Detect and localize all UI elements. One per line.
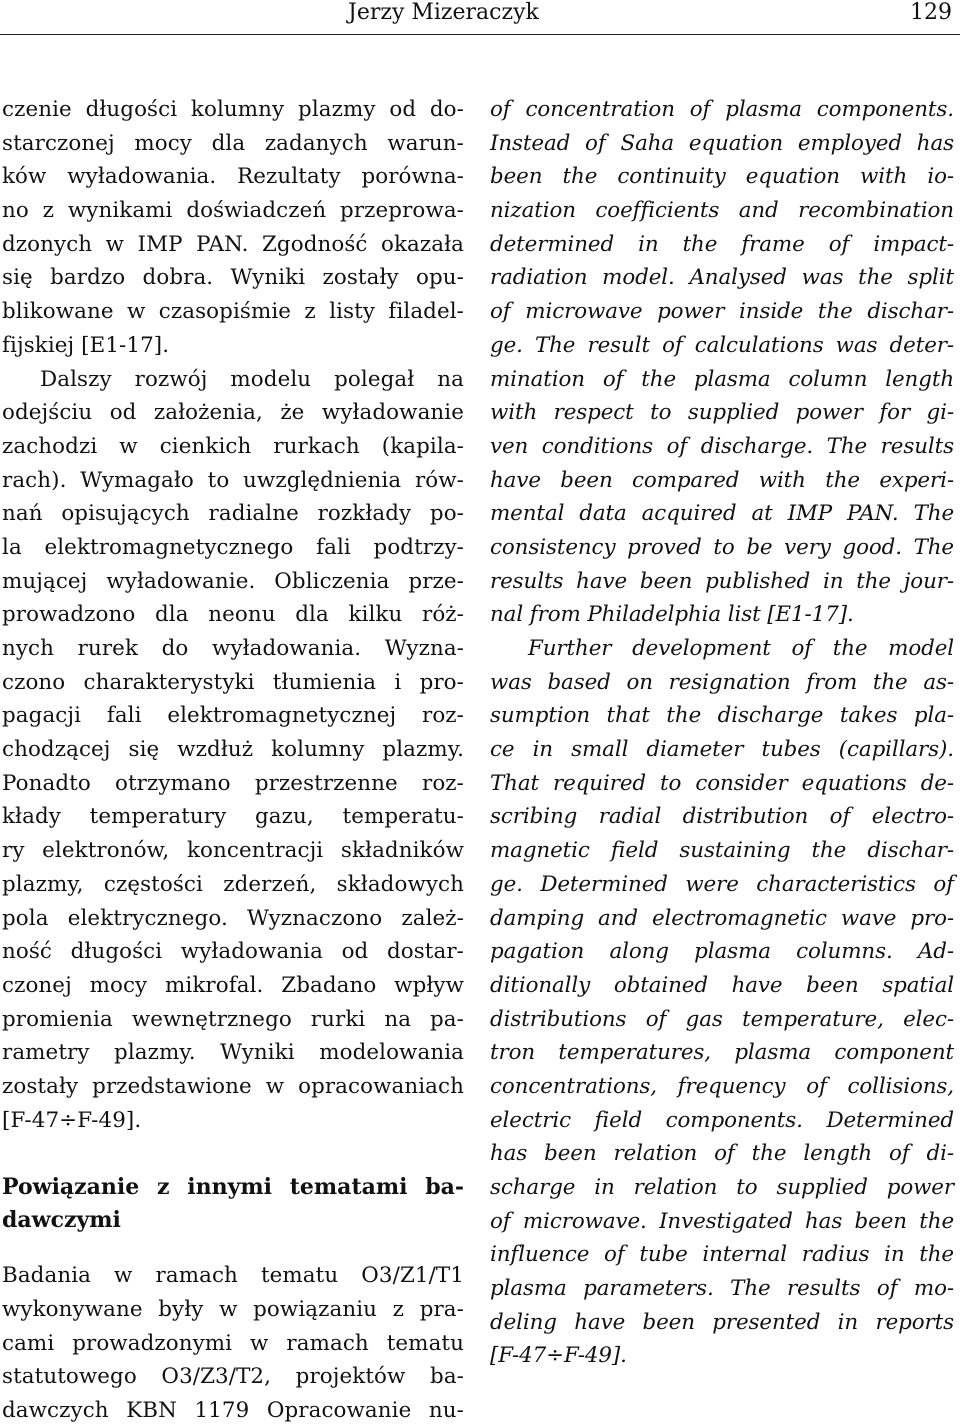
- right-paragraph-1: [490, 93, 954, 632]
- text-line: ność długości wyładowania od dostar-: [2, 939, 464, 965]
- text-line: czonej mocy mikrofal. Zbadano wpływ: [2, 972, 464, 998]
- text-line: prowadzono dla neonu dla kilku róż-: [2, 602, 464, 628]
- text-line: promienia wewnętrznego rurki na pa-: [2, 1006, 464, 1032]
- text-line: radiation model. Analysed was the split: [490, 265, 954, 291]
- text-line: ditionally obtained have been spatial: [490, 972, 954, 998]
- text-line: dawczych KBN 1179 Opracowanie nu-: [2, 1398, 464, 1424]
- left-paragraph-1: [2, 93, 464, 363]
- text-line: la elektromagnetycznego fali podtrzy-: [2, 534, 464, 560]
- left-column: [2, 93, 464, 1428]
- text-line: scribing radial distribution of electro-: [490, 804, 954, 830]
- text-line: rametry plazmy. Wyniki modelowania: [2, 1040, 464, 1066]
- text-line: ków wyładowania. Rezultaty porówna-: [2, 164, 464, 190]
- text-line: czono charakterystyki tłumienia i pro-: [2, 669, 464, 695]
- text-line: Instead of Saha equation employed has: [490, 130, 954, 156]
- text-line: scharge in relation to supplied power: [490, 1175, 954, 1200]
- right-column: [490, 93, 954, 1373]
- text-line: Further development of the model: [528, 636, 954, 661]
- text-line: Ponadto otrzymano przestrzenne roz-: [2, 770, 464, 796]
- text-line: of concentration of plasma components.: [490, 97, 954, 122]
- text-line: ce in small diameter tubes (capillars).: [490, 737, 954, 763]
- text-line: pagacji fali elektromagnetycznej roz-: [2, 703, 464, 729]
- text-line: chodzącej się wzdłuż kolumny plazmy.: [2, 737, 464, 763]
- text-line: been the continuity equation with io-: [490, 164, 954, 190]
- text-line: results have been published in the jour-: [490, 568, 954, 594]
- text-line: damping and electromagnetic wave pro-: [490, 905, 954, 931]
- text-line: of microwave power inside the dischar-: [490, 299, 954, 325]
- header-author: Jerzy Mizeraczyk: [348, 0, 539, 25]
- text-line: was based on resignation from the as-: [490, 669, 954, 695]
- text-line: cami prowadzonymi w ramach tematu: [2, 1330, 464, 1356]
- text-line: starczonej mocy dla zadanych warun-: [2, 130, 464, 156]
- text-line: has been relation of the length of di-: [490, 1141, 954, 1167]
- text-line: czenie długości kolumny plazmy od do-: [2, 97, 464, 122]
- text-line: consistency proved to be very good. The: [490, 534, 954, 560]
- left-paragraph-2: [2, 363, 464, 1138]
- text-line: wykonywane były w powiązaniu z pra-: [2, 1297, 464, 1322]
- text-line: That required to consider equations de-: [490, 770, 954, 796]
- text-line: ry elektronów, koncentracji składników: [2, 838, 464, 864]
- text-line: rach). Wymagało to uwzględnienia rów-: [2, 467, 464, 493]
- text-line: ge. Determined were characteristics of: [490, 871, 954, 897]
- text-line: determined in the frame of impact-: [490, 231, 954, 257]
- text-line: concentrations, frequency of collisions,: [490, 1073, 954, 1099]
- text-line: electric field components. Determined: [490, 1107, 954, 1133]
- text-line: [F-47÷F-49].: [2, 1107, 142, 1133]
- left-paragraph-3: [2, 1259, 464, 1427]
- text-line: zostały przedstawione w opracowaniach: [2, 1073, 464, 1099]
- heading-line: Powiązanie z innymi tematami ba-: [2, 1174, 464, 1201]
- text-line: nization coefficients and recombination: [490, 198, 954, 224]
- text-line: no z wynikami doświadczeń przeprowa-: [2, 198, 464, 224]
- text-line: plasma parameters. The results of mo-: [490, 1276, 954, 1302]
- text-line: mującej wyładowanie. Obliczenia prze-: [2, 568, 464, 594]
- heading-line: dawczymi: [2, 1207, 121, 1234]
- text-line: ven conditions of discharge. The results: [490, 433, 954, 459]
- text-line: pagation along plasma columns. Ad-: [490, 939, 954, 965]
- right-paragraph-2: [490, 632, 954, 1373]
- text-line: of microwave. Investigated has been the: [490, 1208, 954, 1234]
- page-number: 129: [910, 0, 952, 25]
- text-line: with respect to supplied power for gi-: [490, 400, 954, 426]
- text-line: ge. The result of calculations was deter-: [490, 332, 954, 358]
- text-line: mination of the plasma column length: [490, 366, 954, 392]
- text-line: have been compared with the experi-: [490, 467, 954, 493]
- header-rule: [0, 34, 960, 35]
- text-line: blikowane w czasopiśmie z listy filadel-: [2, 299, 464, 325]
- text-line: distributions of gas temperature, elec-: [490, 1006, 954, 1032]
- text-line: sumption that the discharge takes pla-: [490, 703, 954, 729]
- text-line: dzonych w IMP PAN. Zgodność okazała: [2, 231, 464, 257]
- text-line: Badania w ramach tematu O3/Z1/T1: [2, 1263, 464, 1289]
- text-line: plazmy, częstości zderzeń, składowych: [2, 871, 464, 897]
- text-line: influence of tube internal radius in the: [490, 1242, 954, 1268]
- text-line: Dalszy rozwój modelu polegał na: [40, 366, 464, 392]
- text-line: statutowego O3/Z3/T2, projektów ba-: [2, 1364, 464, 1390]
- text-line: tron temperatures, plasma component: [490, 1040, 954, 1066]
- text-line: zachodzi w cienkich rurkach (kapila-: [2, 433, 464, 459]
- section-heading: [2, 1171, 464, 1237]
- text-line: [F-47÷F-49].: [490, 1343, 627, 1369]
- text-line: magnetic field sustaining the dischar-: [490, 838, 954, 864]
- text-line: mental data acquired at IMP PAN. The: [490, 501, 954, 527]
- text-line: kłady temperatury gazu, temperatu-: [2, 804, 464, 830]
- text-line: nych rurek do wyładowania. Wyzna-: [2, 636, 464, 661]
- text-line: się bardzo dobra. Wyniki zostały opu-: [2, 265, 464, 291]
- text-line: odejściu od założenia, że wyładowanie: [2, 400, 464, 426]
- text-line: deling have been presented in reports: [490, 1309, 954, 1335]
- running-header: [0, 0, 960, 30]
- text-line: nań opisujących radialne rozkłady po-: [2, 501, 464, 527]
- text-line: fijskiej [E1-17].: [2, 332, 170, 358]
- text-line: pola elektrycznego. Wyznaczono zależ-: [2, 905, 464, 931]
- text-line: nal from Philadelphia list [E1-17].: [490, 602, 854, 628]
